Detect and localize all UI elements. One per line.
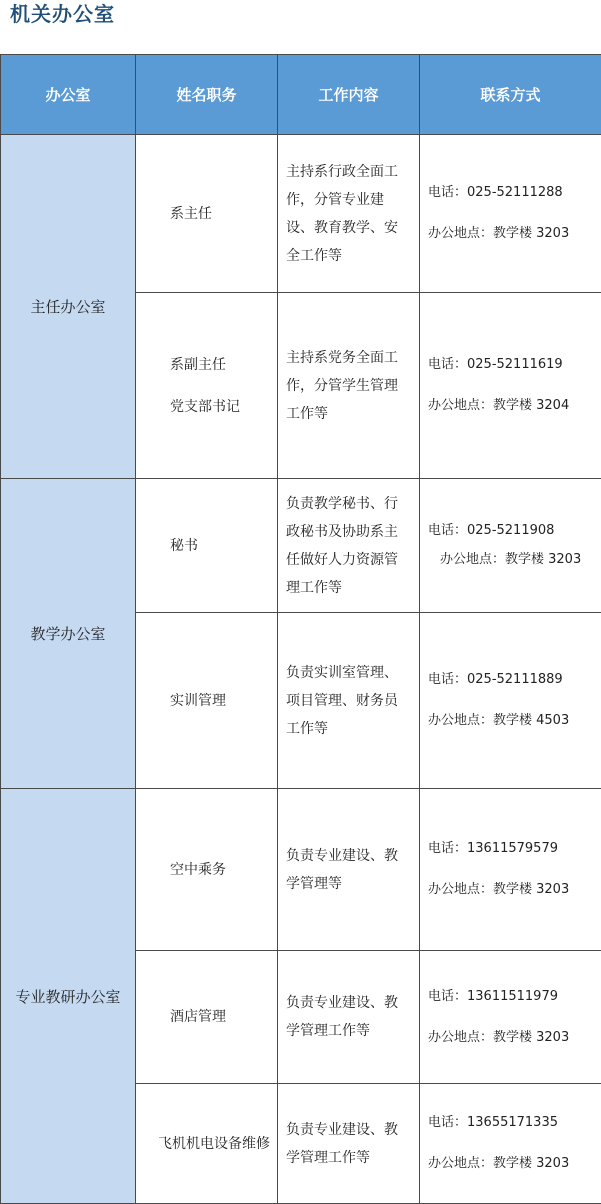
name-position	[136, 1084, 278, 1204]
phone-text: 电话：025-52111619	[428, 355, 600, 375]
name-position	[136, 479, 278, 613]
work-content: 主持系行政全面工作，分管专业建设、教育教学、安全工作等	[278, 135, 420, 293]
contact-info	[420, 613, 601, 789]
work-content: 负责教学秘书、行政秘书及协助系主任做好人力资源管理工作等	[278, 479, 420, 613]
phone-text: 电话：025-5211908	[428, 521, 600, 541]
position-label: 系主任	[170, 193, 276, 235]
name-position	[136, 613, 278, 789]
position-label: 党支部书记	[170, 386, 276, 428]
work-content: 负责实训室管理、项目管理、财务员工作等	[278, 613, 420, 789]
work-content: 负责专业建设、教学管理工作等	[278, 951, 420, 1084]
work-content: 负责专业建设、教学管理工作等	[278, 1084, 420, 1204]
location-text: 办公地点：教学楼 3203	[428, 224, 600, 244]
phone-text: 电话：025-52111288	[428, 183, 600, 203]
office-name: 主任办公室	[1, 135, 136, 479]
location-text: 办公地点：教学楼 3203	[428, 550, 600, 570]
contact-info	[420, 135, 601, 293]
name-position	[136, 951, 278, 1084]
header-work-content: 工作内容	[278, 55, 420, 135]
header-office: 办公室	[1, 55, 136, 135]
name-position	[136, 789, 278, 951]
contact-info	[420, 951, 601, 1084]
name-position	[136, 135, 278, 293]
position-label: 系副主任	[170, 344, 276, 386]
office-name: 专业教研办公室	[1, 789, 136, 1204]
location-text: 办公地点：教学楼 3203	[428, 1028, 600, 1048]
header-name-position: 姓名职务	[136, 55, 278, 135]
phone-text: 电话：13611511979	[428, 987, 600, 1007]
contact-info	[420, 1084, 601, 1204]
office-contact-table	[0, 54, 601, 1204]
table-header-row	[1, 55, 601, 135]
work-content: 负责专业建设、教学管理等	[278, 789, 420, 951]
phone-text: 电话：025-52111889	[428, 670, 600, 690]
phone-text: 电话：13611579579	[428, 839, 600, 859]
position-label: 秘书	[170, 525, 276, 567]
position-label: 飞机机电设备维修	[158, 1123, 276, 1165]
page-title: 机关办公室	[10, 0, 115, 30]
position-label: 空中乘务	[170, 849, 276, 891]
location-text: 办公地点：教学楼 3203	[428, 1154, 600, 1174]
contact-info	[420, 293, 601, 479]
phone-text: 电话：13655171335	[428, 1113, 600, 1133]
table-row	[1, 479, 601, 613]
work-content: 主持系党务全面工作，分管学生管理工作等	[278, 293, 420, 479]
header-contact: 联系方式	[420, 55, 601, 135]
contact-info	[420, 789, 601, 951]
position-label: 实训管理	[170, 680, 276, 722]
office-name: 教学办公室	[1, 479, 136, 789]
table-row	[1, 789, 601, 951]
location-text: 办公地点：教学楼 4503	[428, 711, 600, 731]
contact-info	[420, 479, 601, 613]
location-text: 办公地点：教学楼 3203	[428, 880, 600, 900]
location-text: 办公地点：教学楼 3204	[428, 396, 600, 416]
name-position	[136, 293, 278, 479]
position-label: 酒店管理	[170, 996, 276, 1038]
table-row	[1, 135, 601, 293]
